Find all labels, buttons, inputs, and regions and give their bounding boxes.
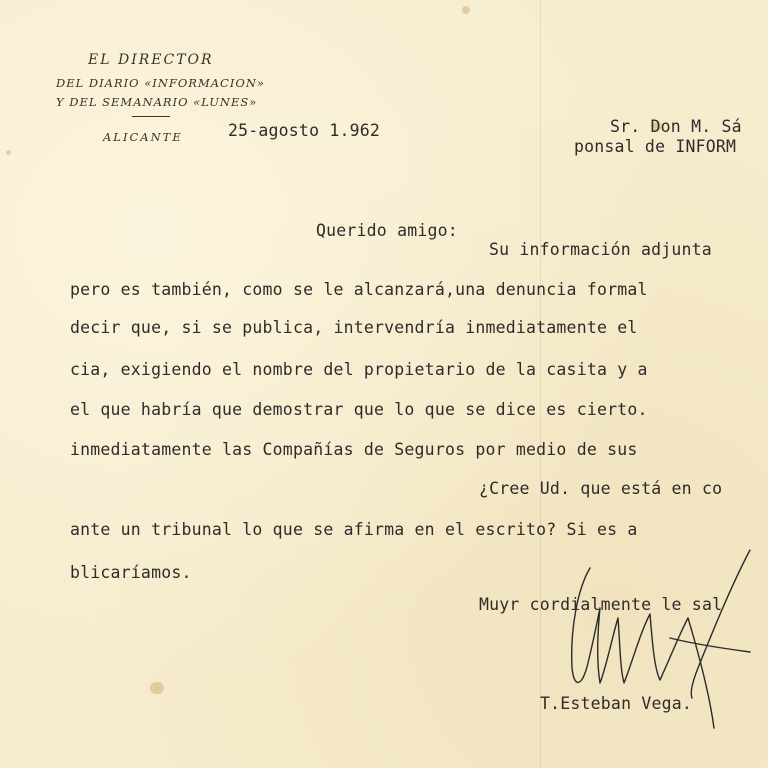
closing-line: Muyr cordialmente le sal [479,595,723,614]
letterhead-line1: DEL DIARIO «INFORMACION» [56,76,265,90]
body-line: cia, exigiendo el nombre del propietario de la casita y a [70,360,648,379]
body-line: pero es también, como se le alcanzará,una denuncia formal [70,280,648,299]
body-line: ante un tribunal lo que se afirma en el escrito? Si es a [70,520,638,539]
paper-fold [540,0,541,768]
body-line: ¿Cree Ud. que está en co [479,479,723,498]
letterhead-title: EL DIRECTOR [88,52,214,68]
letterhead-line2: Y DEL SEMANARIO «LUNES» [56,95,258,109]
letter-date: 25-agosto 1.962 [228,121,381,140]
body-line: Su información adjunta [489,240,712,259]
paper-stain [6,150,11,155]
signer-name: T.Esteban Vega. [540,694,693,713]
body-line: inmediatamente las Compañías de Seguros por medio de sus [70,440,638,459]
body-line: decir que, si se publica, intervendría inmediatamente el [70,318,638,337]
body-line: blicaríamos. [70,563,192,582]
paper-stain [462,6,470,14]
letterhead-place: ALICANTE [103,130,183,144]
paper-stain [150,682,164,694]
letterhead-rule [132,116,170,117]
recipient-line2: ponsal de INFORM [574,137,737,156]
recipient-line1: Sr. Don M. Sá [610,117,742,136]
salutation: Querido amigo: [316,221,458,240]
body-line: el que habría que demostrar que lo que se dice es cierto. [70,400,648,419]
